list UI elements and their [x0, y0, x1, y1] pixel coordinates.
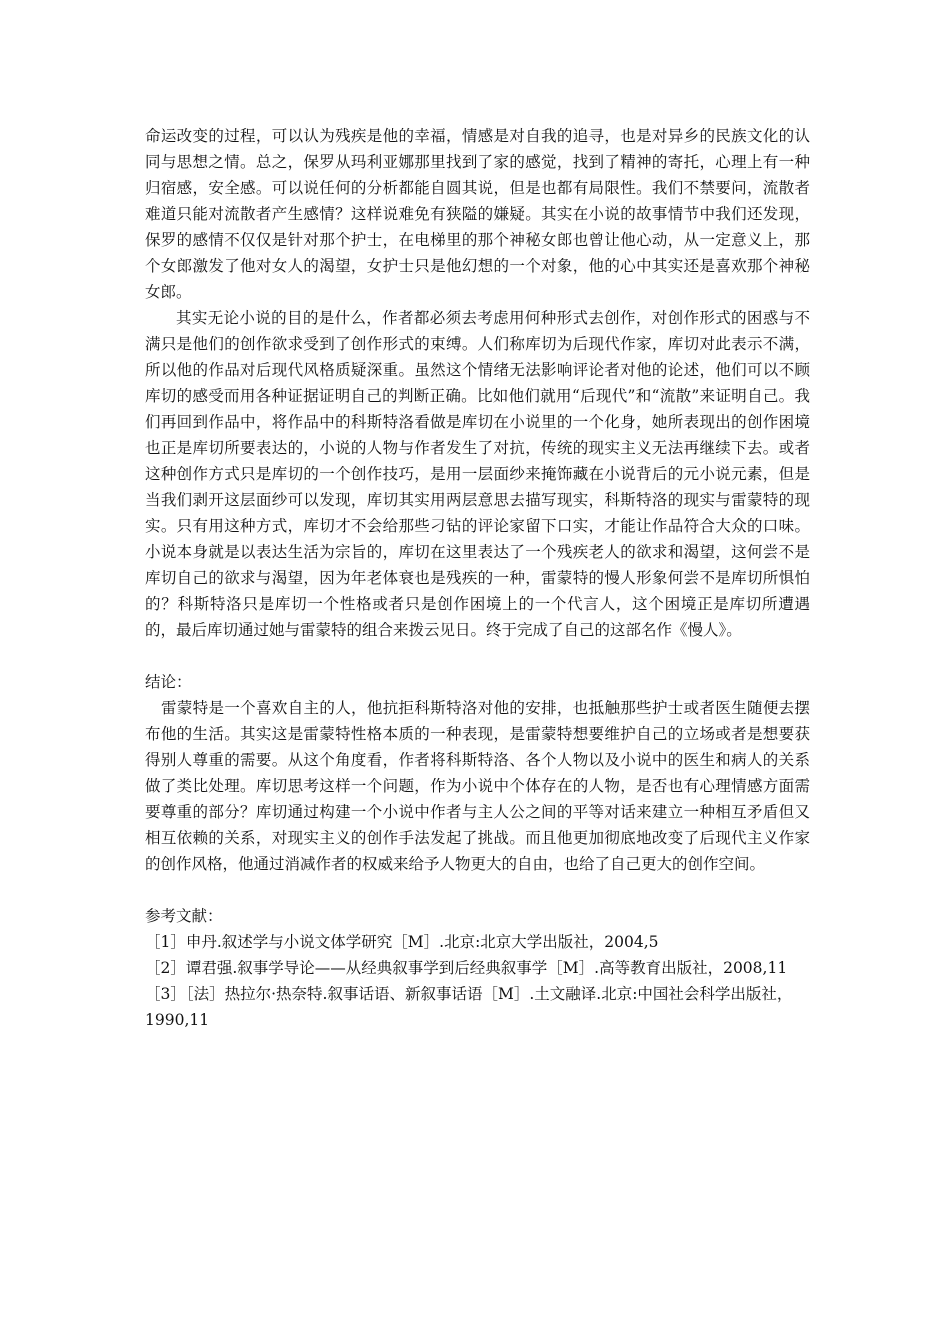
body-paragraph-1: 命运改变的过程，可以认为残疾是他的幸福，情感是对自我的追寻，也是对异乡的民族文化的认同与思想之情。总之，保罗从玛利亚娜那里找到了家的感觉，找到了精神的寄托，心理上有一种归宿感，安全感。可以说任何的分析都能自圆其说，但是也都有局限性。我们不禁要问，流散者难道只能对流散者产生感情？这样说难免有狭隘的嫌疑。其实在小说的故事情节中我们还发现，保罗的感情不仅仅是针对那个护士，在电梯里的那个神秘女郎也曾让他心动，从一定意义上，那个女郎激发了他对女人的渴望，女护士只是他幻想的一个对象，他的心中其实还是喜欢那个神秘女郎。: [145, 127, 810, 301]
reference-item: ［3］［法］热拉尔·热奈特.叙事话语、新叙事话语［M］.土文融译.北京:中国社会科学出版社，1990,11: [145, 985, 793, 1029]
document-page: [145, 123, 810, 1033]
reference-list: [145, 929, 810, 1033]
conclusion-paragraph: 雷蒙特是一个喜欢自主的人，他抗拒科斯特洛对他的安排，也抵触那些护士或者医生随便去摆布他的生活。其实这是雷蒙特性格本质的一种表现，是雷蒙特想要维护自己的立场或者是想要获得别人尊重的需要。从这个角度看，作者将科斯特洛、各个人物以及小说中的医生和病人的关系做了类比处理。库切思考这样一个问题，作为小说中个体存在的人物，是否也有心理情感方面需要尊重的部分？库切通过构建一个小说中作者与主人公之间的平等对话来建立一种相互矛盾但又相互依赖的关系，对现实主义的创作手法发起了挑战。而且他更加彻底地改变了后现代主义作家的创作风格，他通过消减作者的权威来给予人物更大的自由，也给了自己更大的创作空间。: [145, 699, 810, 873]
reference-item: ［2］谭君强.叙事学导论——从经典叙事学到后经典叙事学［M］.高等教育出版社，2008,11: [145, 959, 788, 977]
references-heading: 参考文献：: [145, 907, 223, 925]
reference-item: ［1］申丹.叙述学与小说文体学研究［M］.北京:北京大学出版社，2004,5: [145, 933, 659, 951]
conclusion-heading: 结论：: [145, 673, 192, 691]
section-gap: [145, 877, 810, 903]
section-gap: [145, 643, 810, 669]
body-paragraph-2: 其实无论小说的目的是什么，作者都必须去考虑用何种形式去创作，对创作形式的困惑与不满只是他们的创作欲求受到了创作形式的束缚。人们称库切为后现代作家，库切对此表示不满，所以他的作品对后现代风格质疑深重。虽然这个情绪无法影响评论者对他的论述，他们可以不顾库切的感受而用各种证据证明自己的判断正确。比如他们就用“后现代”和“流散”来证明自己。我们再回到作品中，将作品中的科斯特洛看做是库切在小说里的一个化身，她所表现出的创作困境也正是库切所要表达的，小说的人物与作者发生了对抗，传统的现实主义无法再继续下去。或者这种创作方式只是库切的一个创作技巧，是用一层面纱来掩饰藏在小说背后的元小说元素，但是当我们剥开这层面纱可以发现，库切其实用两层意思去描写现实，科斯特洛的现实与雷蒙特的现实。只有用这种方式，库切才不会给那些刁钻的评论家留下口实，才能让作品符合大众的口味。小说本身就是以表达生活为宗旨的，库切在这里表达了一个残疾老人的欲求和渴望，这何尝不是库切自己的欲求与渴望，因为年老体衰也是残疾的一种，雷蒙特的慢人形象何尝不是库切所惧怕的？科斯特洛只是库切一个性格或者只是创作困境上的一个代言人，这个困境正是库切所遭遇的，最后库切通过她与雷蒙特的组合来拨云见日。终于完成了自己的这部名作《慢人》。: [145, 309, 810, 639]
